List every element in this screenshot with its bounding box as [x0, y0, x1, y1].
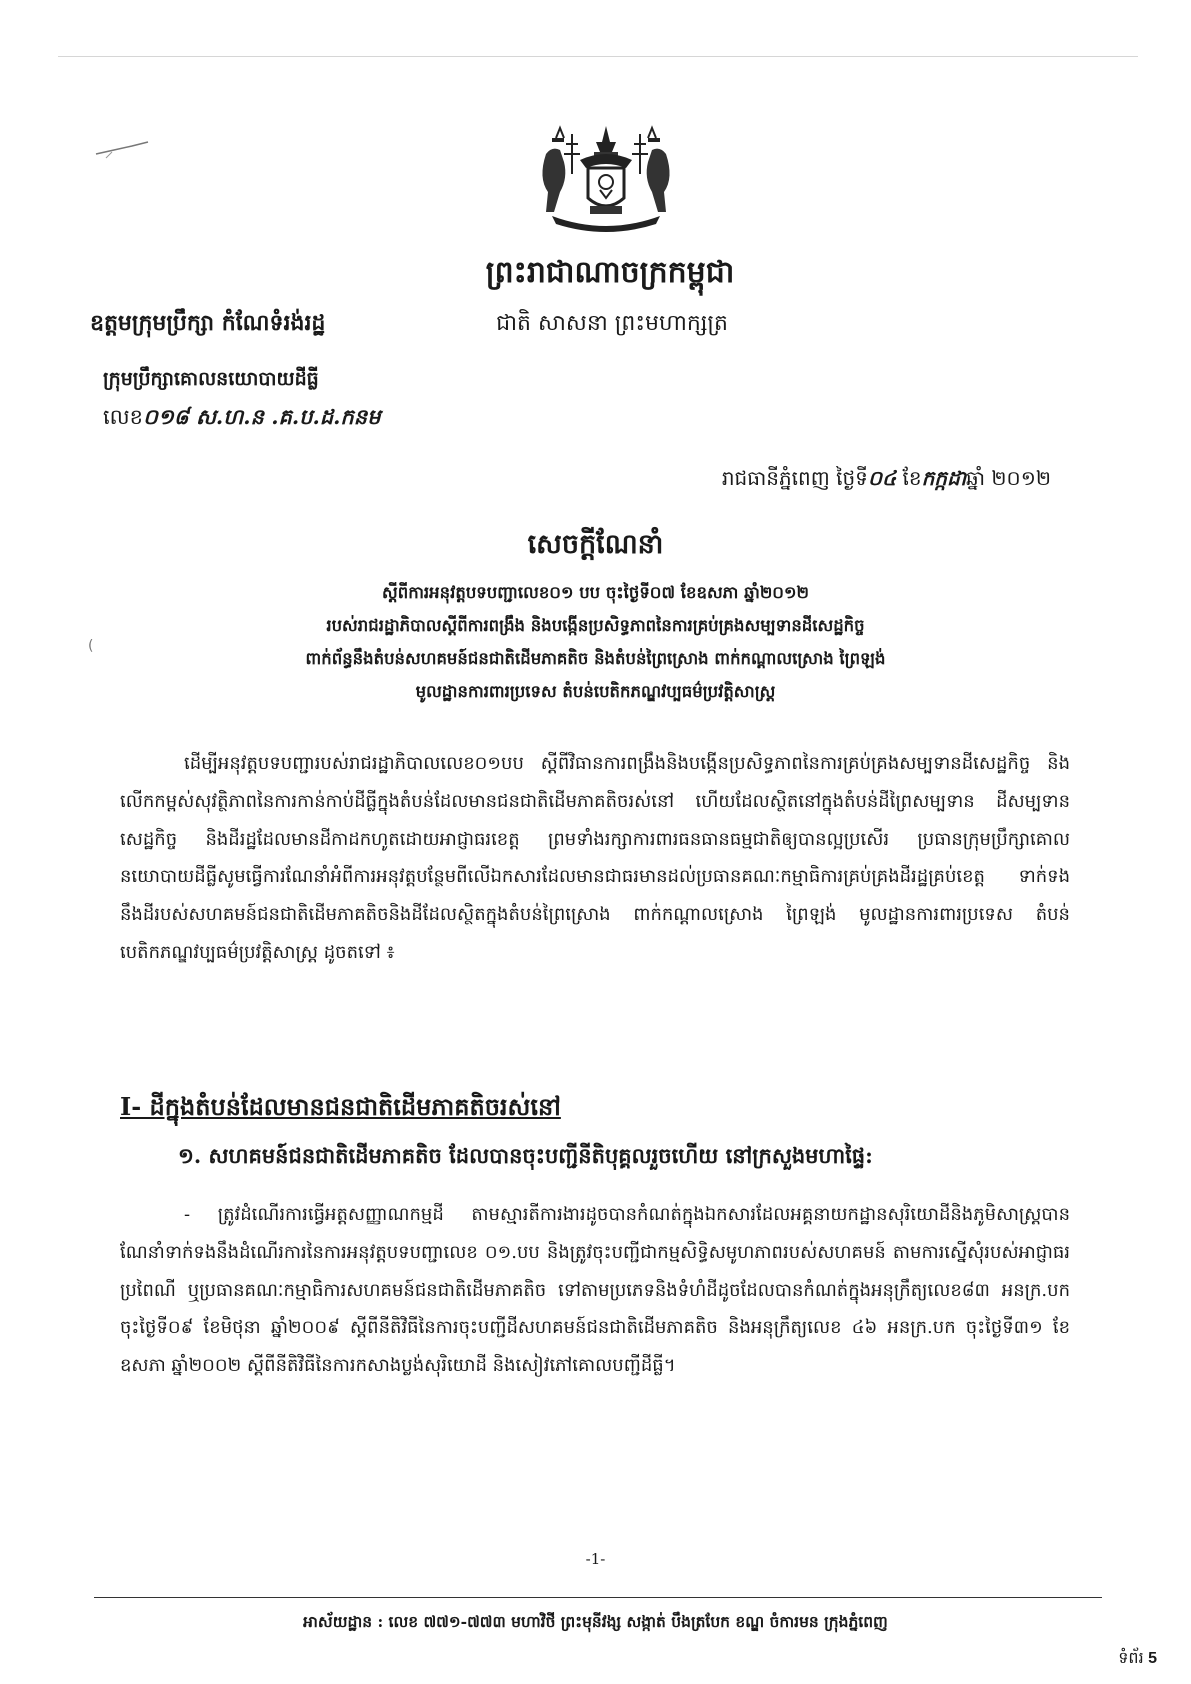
date-day: ០៤ — [867, 466, 897, 490]
kingdom-title: ព្រះរាជាណាចក្រកម្ពុជា — [485, 255, 735, 290]
document-subtitle — [120, 576, 1071, 708]
margin-bracket-icon: ( — [88, 638, 94, 654]
reference-label: លេខ — [103, 405, 143, 429]
date-month: កក្កដា — [921, 466, 967, 490]
subtitle-line: ពាក់ព័ន្ធនឹងតំបន់សហគមន៍ជនជាតិដើមភាគតិច និងតំបន់ព្រៃស្រោង ពាក់កណ្តាលស្រោង ព្រៃឡង់ — [305, 649, 886, 668]
issuing-ministry: ឧត្តមក្រុមប្រឹក្សា កំណែទំរង់រដ្ឋ — [90, 310, 326, 336]
document-title: សេចក្តីណែនាំ — [527, 529, 664, 560]
subtitle-line: មូលដ្ឋានការពារប្រទេស តំបន់បេតិកភណ្ឌវប្បធម៌ប្រវត្តិសាស្ត្រ — [415, 682, 776, 701]
footer-address: អាស័យដ្ឋាន : លេខ ៧៧១-៧៧៣ មហាវិថី ព្រះមុនីវង្ស សង្កាត់ បឹងត្របែក ខណ្ឌ ចំការមន ក្រុងភ្នំពេញ — [303, 1612, 888, 1631]
item-paragraph: - ត្រូវដំណើរការធ្វើអត្តសញ្ញាណកម្មដី តាមស្មារតីការងារដូចបានកំណត់ក្នុងឯកសារដែលអគ្គនាយកដ្ឋានសុរិយោដីនិងភូមិសាស្ត្របានណែនាំទាក់ទងនឹងដំណើរការនៃការអនុវត្តបទបញ្ជាលេខ ០១.បប និងត្រូវចុះបញ្ជីជាកម្មសិទ្ធិសមូហភាពរបស់សហគមន៍ តាមការស្នើសុំរបស់អាជ្ញាធរប្រពៃណី ឬប្រធានគណៈកម្មាធិការសហគមន៍ជនជាតិដើមភាគតិច ទៅតាមប្រភេទនិងទំហំដីដូចដែលបានកំណត់ក្នុងអនុក្រឹត្យលេខ៨៣ អនក្រ.បក ចុះថ្ងៃទី០៩ ខែមិថុនា ឆ្នាំ២០០៩ ស្តីពីនីតិវិធីនៃការចុះបញ្ជីដីសហគមន៍ជនជាតិដើមភាគតិច និងអនុក្រឹត្យលេខ ៤៦ អនក្រ.បក ចុះថ្ងៃទី៣១ ខែឧសភា ឆ្នាំ២០០២ ស្តីពីនីតិវិធីនៃការកសាងប្លង់សុរិយោដី និងសៀវភៅគោលបញ្ជីដីធ្លី។ — [120, 1204, 1070, 1377]
royal-coat-of-arms-icon — [526, 124, 686, 236]
footer-divider — [94, 1597, 1102, 1598]
top-divider — [58, 56, 1138, 57]
national-motto: ជាតិ សាសនា ព្រះមហាក្សត្រ — [496, 311, 728, 336]
date-month-label: ខែ — [896, 466, 922, 490]
pen-mark-icon — [92, 138, 152, 162]
issuing-council: ក្រុមប្រឹក្សាគោលនយោបាយដីធ្លី — [103, 368, 319, 390]
page-number: -1- — [585, 1550, 606, 1568]
subtitle-line: របស់រាជរដ្ឋាភិបាលស្តីពីការពង្រឹង និងបង្កើនប្រសិទ្ធភាពនៃការគ្រប់គ្រងសម្បទានដីសេដ្ឋកិច្ច — [326, 616, 865, 635]
intro-paragraph: ដើម្បីអនុវត្តបទបញ្ជារបស់រាជរដ្ឋាភិបាលលេខ០១បប ស្តីពីវិធានការពង្រឹងនិងបង្កើនប្រសិទ្ធភាពនៃការគ្រប់គ្រងសម្បទានដីសេដ្ឋកិច្ច និងលើកកម្ពស់សុវត្ថិភាពនៃការកាន់កាប់ដីធ្លីក្នុងតំបន់ដែលមានជនជាតិដើមភាគតិចរស់នៅ ហើយដែលស្ថិតនៅក្នុងតំបន់ដីព្រៃសម្បទាន ដីសម្បទានសេដ្ឋកិច្ច និងដីរដ្ឋដែលមានដីកាដកហូតដោយអាជ្ញាធរខេត្ត ព្រមទាំងរក្សាការពារធនធានធម្មជាតិឲ្យបានល្អប្រសើរ ប្រធានក្រុមប្រឹក្សាគោលនយោបាយដីធ្លីសូមធ្វើការណែនាំអំពីការអនុវត្តបន្ថែមពីលើឯកសារដែលមានជាធរមានដល់ប្រធានគណៈកម្មាធិការគ្រប់គ្រងដីរដ្ឋគ្រប់ខេត្ត ទាក់ទងនឹងដីរបស់សហគមន៍ជនជាតិដើមភាគតិចនិងដីដែលស្ថិតក្នុងតំបន់ព្រៃស្រោង ពាក់កណ្តាលស្រោង ព្រៃឡង់ មូលដ្ឋានការពារប្រទេស តំបន់បេតិកភណ្ឌវប្បធម៌ប្រវត្តិសាស្ត្រ ដូចតទៅ ៖ — [120, 753, 1070, 963]
section-heading: I- ដីក្នុងតំបន់ដែលមានជនជាតិដើមភាគតិចរស់នៅ — [120, 1092, 561, 1121]
date-year: ឆ្នាំ ២០១២ — [966, 466, 1051, 490]
page-marker — [1118, 1647, 1157, 1671]
page-marker-label: ទំព័រ — [1118, 1650, 1144, 1667]
document-date — [722, 465, 1051, 495]
item-heading: ១. សហគមន៍ជនជាតិដើមភាគតិច ដែលបានចុះបញ្ជីនីតិបុគ្គលរួចហើយ នៅក្រសួងមហាផ្ទៃ: — [178, 1143, 873, 1168]
reference-value: ០១៨ ស.ហ.ន .គ.ប.ដ.កនម — [143, 404, 381, 429]
subtitle-line: ស្តីពីការអនុវត្តបទបញ្ជាលេខ០១ បប ចុះថ្ងៃទី០៧ ខែឧសភា ឆ្នាំ២០១២ — [382, 583, 809, 602]
date-prefix: រាជធានីភ្នំពេញ ថ្ងៃទី — [721, 466, 868, 490]
reference-number — [103, 404, 380, 435]
page-marker-number: 5 — [1148, 1650, 1157, 1667]
